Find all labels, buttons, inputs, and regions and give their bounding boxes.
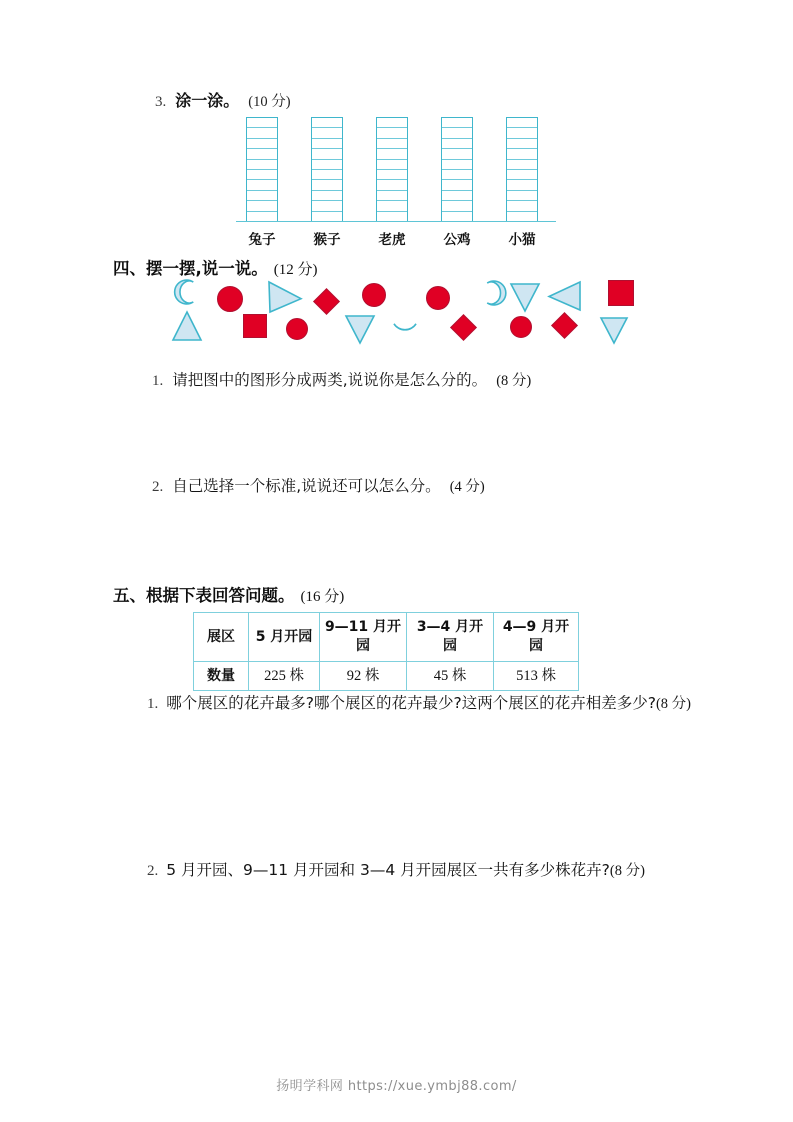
chart-cell[interactable] [247,191,277,201]
chart-cell[interactable] [312,201,342,211]
triangle-blue-shape [345,314,375,344]
table-header-cell: 4—9 月开园 [494,613,579,662]
triangle-blue-shape [600,316,628,344]
section-5-heading [113,582,344,606]
circle-red-shape [217,286,243,312]
s5-q1-score: (8 分) [655,696,691,712]
chart-column[interactable] [506,117,538,221]
section-5-title: 五、根据下表回答问题。 [113,586,295,605]
chart-category-label: 猴子 [313,232,341,248]
square-red-shape [608,280,634,306]
chart-cell[interactable] [377,118,407,128]
chart-cell[interactable] [312,128,342,138]
s5-q1-text: 哪个展区的花卉最多?哪个展区的花卉最少?这两个展区的花卉相差多少? [166,694,656,712]
chart-cell[interactable] [377,170,407,180]
chart-cell[interactable] [312,170,342,180]
chart-column[interactable] [441,117,473,221]
chart-cell[interactable] [247,160,277,170]
coloring-bar-chart [236,110,556,250]
triangle-blue-shape [510,282,540,312]
chart-cell[interactable] [247,212,277,221]
table-header-cell: 5 月开园 [249,613,320,662]
chart-cell[interactable] [507,149,537,159]
chart-cell[interactable] [247,201,277,211]
chart-cell[interactable] [377,201,407,211]
q2-number: 2. [152,479,164,495]
chart-column[interactable] [376,117,408,221]
chart-cell[interactable] [377,212,407,221]
chart-cell[interactable] [377,160,407,170]
chart-cell[interactable] [247,149,277,159]
chart-column[interactable] [246,117,278,221]
chart-cell[interactable] [507,170,537,180]
table-row [194,662,579,691]
chart-cell[interactable] [312,212,342,221]
chart-cell[interactable] [312,191,342,201]
section-5-question-1 [113,690,703,718]
chart-cell[interactable] [377,128,407,138]
table-cell: 225 株 [249,662,320,691]
diamond-red-shape [450,314,477,341]
chart-cell[interactable] [442,160,472,170]
chart-cell[interactable] [507,180,537,190]
chart-cell[interactable] [507,139,537,149]
chart-category-label: 小猫 [508,232,536,248]
circle-red-shape [510,316,532,338]
triangle-blue-shape [548,280,581,313]
chart-cell[interactable] [312,180,342,190]
triangle-blue-shape [268,280,302,314]
chart-cell[interactable] [442,118,472,128]
circle-red-shape [286,318,308,340]
chart-column-cells[interactable] [506,117,538,221]
chart-cell[interactable] [442,212,472,221]
chart-cell[interactable] [247,170,277,180]
table-header-cell: 9—11 月开园 [320,613,407,662]
item-3-number: 3. [155,94,167,110]
section-4-title: 四、摆一摆,说一说。 [113,259,268,278]
q1-number: 1. [152,373,164,389]
circle-red-shape [362,283,386,307]
s5-q2-number: 2. [147,863,159,879]
chart-cell[interactable] [507,212,537,221]
triangle-blue-shape [172,311,202,341]
chart-cell[interactable] [247,128,277,138]
chart-cell[interactable] [377,139,407,149]
section-4-question-1 [152,368,531,390]
diamond-red-shape [313,288,340,315]
chart-cell[interactable] [442,139,472,149]
chart-cell[interactable] [442,201,472,211]
chart-cell[interactable] [442,191,472,201]
chart-columns [246,117,538,221]
crescent-blue-shape [480,281,504,305]
flower-exhibit-table [193,612,579,691]
chart-column-cells[interactable] [376,117,408,221]
crescent-blue-shape [392,316,418,342]
chart-cell[interactable] [507,118,537,128]
section-5-question-2 [113,857,703,885]
q2-text: 自己选择一个标准,说说还可以怎么分。 [172,477,441,495]
section-5-score: (16 分) [300,589,345,605]
table-header-cell: 3—4 月开园 [407,613,494,662]
chart-cell[interactable] [442,149,472,159]
crescent-blue-shape [176,280,200,304]
table-header-cell: 展区 [194,613,249,662]
chart-cell[interactable] [247,139,277,149]
chart-cell[interactable] [507,201,537,211]
chart-cell[interactable] [442,180,472,190]
chart-cell[interactable] [312,139,342,149]
s5-q1-number: 1. [147,696,159,712]
q1-score: (8 分) [496,373,532,389]
chart-cell[interactable] [442,128,472,138]
section-4-question-2 [152,474,485,496]
chart-column-cells[interactable] [311,117,343,221]
diamond-red-shape [551,312,578,339]
chart-cell[interactable] [442,170,472,180]
q2-score: (4 分) [449,479,485,495]
chart-category-label: 老虎 [378,232,406,248]
circle-red-shape [426,286,450,310]
chart-column-cells[interactable] [441,117,473,221]
item-3-score: (10 分) [248,94,291,110]
chart-column[interactable] [311,117,343,221]
s5-q2-text: 5 月开园、9—11 月开园和 3—4 月开园展区一共有多少株花卉? [166,861,610,879]
table-cell: 92 株 [320,662,407,691]
chart-cell[interactable] [377,191,407,201]
chart-column-cells[interactable] [246,117,278,221]
chart-cell[interactable] [377,180,407,190]
s5-q2-score: (8 分) [609,863,645,879]
chart-cell[interactable] [377,149,407,159]
table-row-label: 数量 [194,662,249,691]
chart-cell[interactable] [312,160,342,170]
q1-text: 请把图中的图形分成两类,说说你是怎么分的。 [172,371,488,389]
table-cell: 45 株 [407,662,494,691]
shapes-illustration [170,278,660,350]
chart-cell[interactable] [247,118,277,128]
item-3-label: 涂一涂。 [175,91,240,110]
footer-watermark: 扬明学科网 https://xue.ymbj88.com/ [276,1079,517,1094]
chart-category-labels [246,228,538,248]
chart-cell[interactable] [507,128,537,138]
item-3-heading [155,88,291,111]
chart-category-label: 兔子 [248,232,276,248]
square-red-shape [243,314,267,338]
chart-cell[interactable] [247,180,277,190]
section-4-score: (12 分) [273,262,318,278]
chart-cell[interactable] [507,191,537,201]
chart-cell[interactable] [507,160,537,170]
table-header-row [194,613,579,662]
chart-cell[interactable] [312,149,342,159]
section-4-heading [113,255,318,279]
chart-category-label: 公鸡 [443,232,471,248]
table-cell: 513 株 [494,662,579,691]
chart-cell[interactable] [312,118,342,128]
